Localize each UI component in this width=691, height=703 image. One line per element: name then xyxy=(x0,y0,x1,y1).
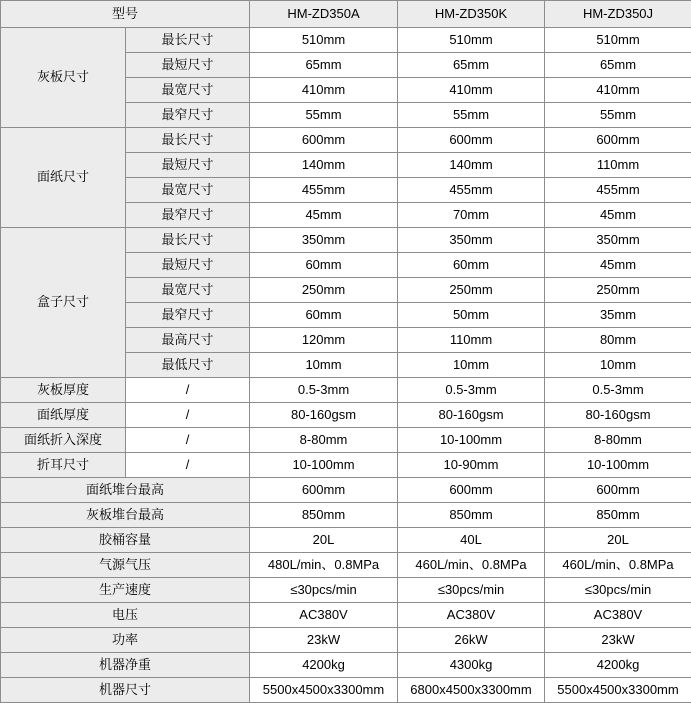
row-label-cell: 最短尺寸 xyxy=(126,53,250,78)
group-label-cell: 盒子尺寸 xyxy=(1,228,126,378)
value-cell: 140mm xyxy=(398,153,545,178)
table-row xyxy=(1,653,691,678)
value-cell: 480L/min、0.8MPa xyxy=(250,553,398,578)
value-cell: 850mm xyxy=(250,503,398,528)
row-label-cell: 灰板堆台最高 xyxy=(1,503,250,528)
row-label-cell: 最宽尺寸 xyxy=(126,78,250,103)
value-cell: 600mm xyxy=(250,478,398,503)
table-row xyxy=(1,528,691,553)
value-cell: 55mm xyxy=(250,103,398,128)
value-cell: 410mm xyxy=(250,78,398,103)
value-cell: 850mm xyxy=(398,503,545,528)
value-cell: 23kW xyxy=(250,628,398,653)
value-cell: 410mm xyxy=(398,78,545,103)
value-cell: 80-160gsm xyxy=(398,403,545,428)
group-label-cell: 灰板尺寸 xyxy=(1,28,126,128)
table-row xyxy=(1,578,691,603)
value-cell: 10-100mm xyxy=(545,453,691,478)
value-cell: 4200kg xyxy=(250,653,398,678)
value-cell: 110mm xyxy=(545,153,691,178)
value-cell: 600mm xyxy=(398,478,545,503)
group-label-cell: 面纸尺寸 xyxy=(1,128,126,228)
value-cell: 10-100mm xyxy=(398,428,545,453)
row-label-cell: 面纸折入深度 xyxy=(1,428,126,453)
row-label-cell: 最长尺寸 xyxy=(126,128,250,153)
value-cell: 510mm xyxy=(250,28,398,53)
value-cell: 5500x4500x3300mm xyxy=(545,678,691,703)
value-cell: 4200kg xyxy=(545,653,691,678)
value-cell: 850mm xyxy=(545,503,691,528)
value-cell: 35mm xyxy=(545,303,691,328)
value-cell: 40L xyxy=(398,528,545,553)
not-applicable-cell: / xyxy=(126,453,250,478)
value-cell: 4300kg xyxy=(398,653,545,678)
table-row xyxy=(1,428,691,453)
table-row xyxy=(1,378,691,403)
row-label-cell: 最高尺寸 xyxy=(126,328,250,353)
value-cell: 60mm xyxy=(250,253,398,278)
value-cell: 26kW xyxy=(398,628,545,653)
value-cell: 455mm xyxy=(545,178,691,203)
value-cell: 410mm xyxy=(545,78,691,103)
row-label-cell: 电压 xyxy=(1,603,250,628)
model-header-cell: 型号 xyxy=(1,1,250,28)
value-cell: 60mm xyxy=(398,253,545,278)
row-label-cell: 面纸厚度 xyxy=(1,403,126,428)
row-label-cell: 气源气压 xyxy=(1,553,250,578)
value-cell: 350mm xyxy=(398,228,545,253)
value-cell: AC380V xyxy=(250,603,398,628)
value-cell: 50mm xyxy=(398,303,545,328)
table-row xyxy=(1,228,691,253)
value-cell: 45mm xyxy=(545,203,691,228)
row-label-cell: 功率 xyxy=(1,628,250,653)
row-label-cell: 机器净重 xyxy=(1,653,250,678)
row-label-cell: 面纸堆台最高 xyxy=(1,478,250,503)
row-label-cell: 最窄尺寸 xyxy=(126,303,250,328)
row-label-cell: 最宽尺寸 xyxy=(126,178,250,203)
value-cell: 20L xyxy=(250,528,398,553)
table-row xyxy=(1,553,691,578)
model-column-header: HM-ZD350K xyxy=(398,1,545,28)
value-cell: 510mm xyxy=(398,28,545,53)
value-cell: 80-160gsm xyxy=(545,403,691,428)
value-cell: 65mm xyxy=(250,53,398,78)
value-cell: AC380V xyxy=(398,603,545,628)
value-cell: 55mm xyxy=(398,103,545,128)
table-row xyxy=(1,503,691,528)
value-cell: 80mm xyxy=(545,328,691,353)
value-cell: 8-80mm xyxy=(250,428,398,453)
value-cell: 80-160gsm xyxy=(250,403,398,428)
value-cell: 10-90mm xyxy=(398,453,545,478)
value-cell: 455mm xyxy=(398,178,545,203)
value-cell: 45mm xyxy=(545,253,691,278)
value-cell: 8-80mm xyxy=(545,428,691,453)
table-row xyxy=(1,628,691,653)
value-cell: 140mm xyxy=(250,153,398,178)
value-cell: 250mm xyxy=(398,278,545,303)
table-row xyxy=(1,128,691,153)
table-row xyxy=(1,28,691,53)
value-cell: 10mm xyxy=(250,353,398,378)
row-label-cell: 最宽尺寸 xyxy=(126,278,250,303)
value-cell: 65mm xyxy=(545,53,691,78)
row-label-cell: 最窄尺寸 xyxy=(126,103,250,128)
row-label-cell: 灰板厚度 xyxy=(1,378,126,403)
value-cell: ≤30pcs/min xyxy=(545,578,691,603)
value-cell: 65mm xyxy=(398,53,545,78)
row-label-cell: 最短尺寸 xyxy=(126,153,250,178)
row-label-cell: 最短尺寸 xyxy=(126,253,250,278)
value-cell: 120mm xyxy=(250,328,398,353)
value-cell: 110mm xyxy=(398,328,545,353)
value-cell: 460L/min、0.8MPa xyxy=(398,553,545,578)
table-row xyxy=(1,478,691,503)
row-label-cell: 最长尺寸 xyxy=(126,28,250,53)
value-cell: AC380V xyxy=(545,603,691,628)
value-cell: 350mm xyxy=(250,228,398,253)
value-cell: 60mm xyxy=(250,303,398,328)
value-cell: 250mm xyxy=(250,278,398,303)
model-column-header: HM-ZD350J xyxy=(545,1,691,28)
value-cell: 0.5-3mm xyxy=(398,378,545,403)
value-cell: 350mm xyxy=(545,228,691,253)
not-applicable-cell: / xyxy=(126,428,250,453)
table-row xyxy=(1,453,691,478)
row-label-cell: 机器尺寸 xyxy=(1,678,250,703)
row-label-cell: 胶桶容量 xyxy=(1,528,250,553)
row-label-cell: 折耳尺寸 xyxy=(1,453,126,478)
value-cell: 45mm xyxy=(250,203,398,228)
table-body xyxy=(1,1,691,703)
table-row xyxy=(1,603,691,628)
value-cell: 10-100mm xyxy=(250,453,398,478)
value-cell: 55mm xyxy=(545,103,691,128)
value-cell: 0.5-3mm xyxy=(545,378,691,403)
value-cell: 10mm xyxy=(398,353,545,378)
model-column-header: HM-ZD350A xyxy=(250,1,398,28)
value-cell: ≤30pcs/min xyxy=(398,578,545,603)
value-cell: 600mm xyxy=(545,478,691,503)
table-header-row xyxy=(1,1,691,28)
table-row xyxy=(1,678,691,703)
not-applicable-cell: / xyxy=(126,378,250,403)
value-cell: 20L xyxy=(545,528,691,553)
value-cell: 23kW xyxy=(545,628,691,653)
row-label-cell: 生产速度 xyxy=(1,578,250,603)
value-cell: 6800x4500x3300mm xyxy=(398,678,545,703)
value-cell: 600mm xyxy=(398,128,545,153)
value-cell: 455mm xyxy=(250,178,398,203)
row-label-cell: 最窄尺寸 xyxy=(126,203,250,228)
table-row xyxy=(1,403,691,428)
value-cell: 600mm xyxy=(250,128,398,153)
value-cell: 70mm xyxy=(398,203,545,228)
value-cell: 460L/min、0.8MPa xyxy=(545,553,691,578)
value-cell: 600mm xyxy=(545,128,691,153)
value-cell: 5500x4500x3300mm xyxy=(250,678,398,703)
not-applicable-cell: / xyxy=(126,403,250,428)
value-cell: 0.5-3mm xyxy=(250,378,398,403)
value-cell: 510mm xyxy=(545,28,691,53)
value-cell: 10mm xyxy=(545,353,691,378)
value-cell: 250mm xyxy=(545,278,691,303)
row-label-cell: 最低尺寸 xyxy=(126,353,250,378)
value-cell: ≤30pcs/min xyxy=(250,578,398,603)
row-label-cell: 最长尺寸 xyxy=(126,228,250,253)
